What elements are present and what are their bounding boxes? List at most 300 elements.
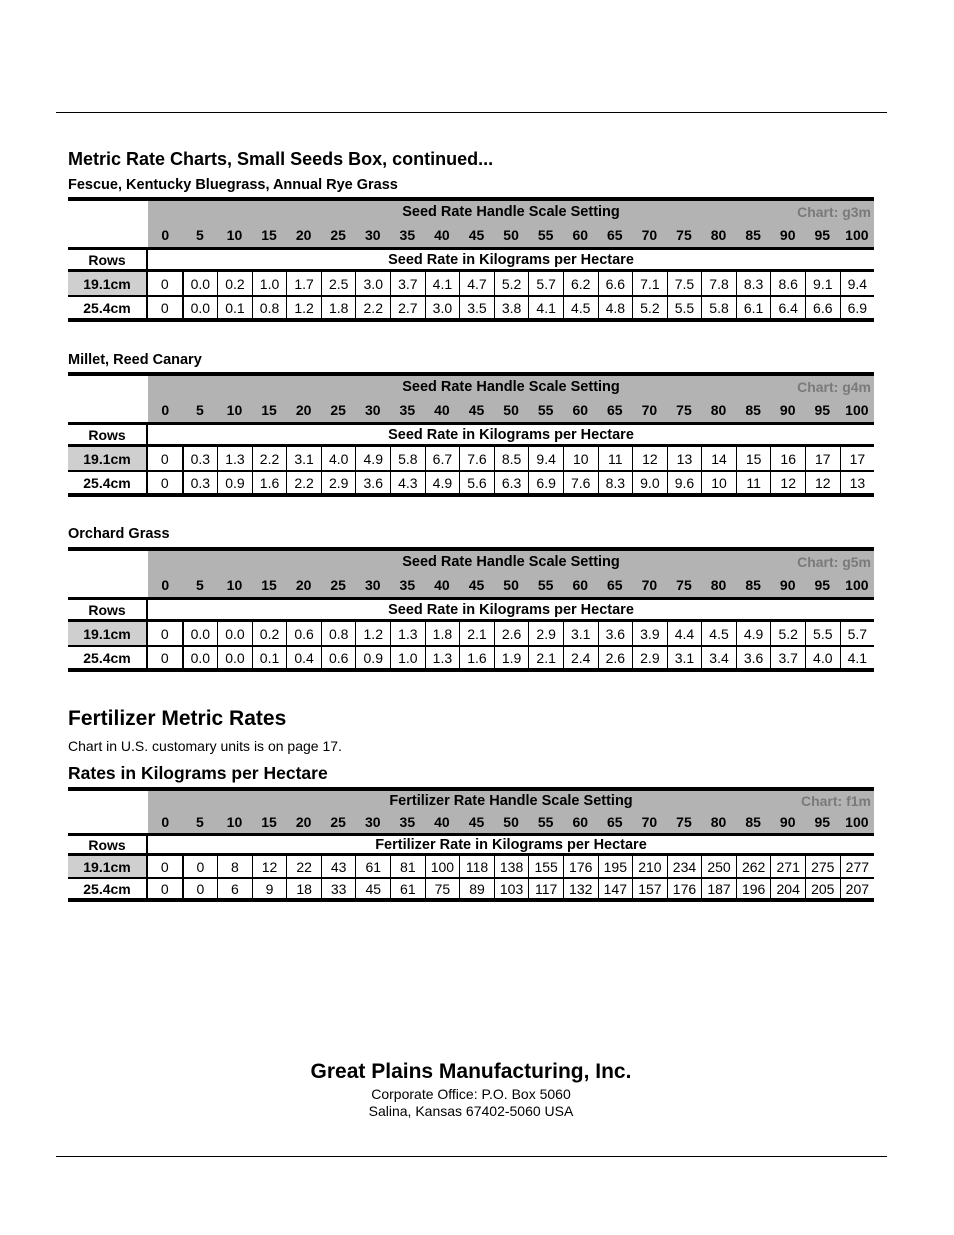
rate-value: 0.6 [287, 622, 322, 645]
rate-value: 4.0 [806, 647, 841, 668]
rate-value: 13 [849, 474, 866, 491]
scale-cells [148, 222, 874, 247]
rate-value: 2.2 [287, 472, 322, 493]
rate-value: 196 [737, 879, 772, 898]
rate-value: 262 [737, 856, 772, 877]
rate-value: 1.3 [426, 647, 461, 668]
rate-value: 8.5 [495, 447, 530, 470]
rate-value: 17 [806, 447, 841, 470]
rate-value: 176 [564, 856, 599, 877]
rate-cells [148, 297, 874, 318]
scale-value: 100 [845, 576, 869, 593]
rate-value: 7.1 [633, 272, 668, 295]
rate-value: 43 [322, 856, 357, 877]
rate-value: 155 [529, 856, 564, 877]
rate-value: 4.1 [847, 649, 868, 666]
scale-row [68, 222, 874, 247]
rate-value: 5.2 [633, 297, 668, 318]
rate-value: 33 [322, 879, 357, 898]
rate-value: 15 [737, 447, 772, 470]
rate-value: 6.9 [847, 299, 868, 316]
rate-value: 3.7 [391, 272, 426, 295]
scale-value: 0 [161, 576, 170, 593]
rate-value: 0.9 [218, 472, 253, 493]
scale-value: 60 [572, 401, 589, 418]
rate-value: 6.2 [564, 272, 599, 295]
rate-value: 12 [771, 472, 806, 493]
rate-value: 12 [253, 856, 288, 877]
scale-value: 30 [364, 813, 381, 830]
rate-value: 132 [564, 879, 599, 898]
rate-value: 9.1 [806, 272, 841, 295]
scale-value: 45 [468, 813, 485, 830]
units-label: Seed Rate in Kilograms per Hectare [388, 601, 634, 618]
rate-value: 61 [391, 879, 426, 898]
scale-value: 25 [330, 576, 346, 593]
rate-value: 9 [253, 879, 288, 898]
rate-value: 3.0 [356, 272, 391, 295]
rate-value: 16 [771, 447, 806, 470]
chart-subtitle-g3m: Fescue, Kentucky Bluegrass, Annual Rye Grass [68, 177, 398, 193]
rate-value: 4.9 [426, 472, 461, 493]
rate-value: 187 [702, 879, 737, 898]
rate-cells [148, 472, 874, 493]
units-row [68, 422, 874, 447]
rate-value: 89 [460, 879, 495, 898]
units-row [68, 833, 874, 856]
bottom-rule [56, 1156, 887, 1157]
table-row [68, 472, 874, 497]
scale-cells [148, 397, 874, 422]
chart-title-row [68, 197, 874, 222]
scale-value: 60 [572, 813, 589, 830]
scale-value: 35 [399, 813, 416, 830]
rate-value: 7.8 [702, 272, 737, 295]
blank-cell [68, 397, 148, 422]
scale-value: 35 [399, 226, 416, 243]
scale-value: 60 [572, 226, 589, 243]
rate-value: 157 [633, 879, 668, 898]
fertilizer-note: Chart in U.S. customary units is on page 17. [68, 738, 342, 754]
chart-id: Chart: f1m [800, 792, 871, 809]
rate-value: 3.1 [564, 622, 599, 645]
scale-value: 70 [641, 813, 658, 830]
scale-value: 65 [607, 813, 623, 830]
scale-value: 85 [745, 576, 761, 593]
scale-value: 90 [779, 576, 796, 593]
rate-value: 45 [356, 879, 391, 898]
rate-value: 5.7 [529, 272, 564, 295]
rate-value: 3.4 [702, 647, 737, 668]
rate-value: 3.7 [771, 647, 806, 668]
scale-value: 40 [434, 813, 450, 830]
rate-value: 8.3 [599, 472, 634, 493]
rate-value: 0.0 [184, 622, 219, 645]
rate-value: 0.0 [184, 647, 219, 668]
scale-value: 15 [261, 813, 277, 830]
units-label: Seed Rate in Kilograms per Hectare [388, 251, 634, 268]
rate-value: 8.6 [771, 272, 806, 295]
scale-value: 90 [779, 401, 796, 418]
table-row [68, 647, 874, 672]
rows-header: Rows [68, 425, 148, 444]
scale-value: 40 [434, 576, 450, 593]
scale-value: 70 [641, 401, 658, 418]
rate-value: 4.9 [356, 447, 391, 470]
chart-id: Chart: g5m [797, 553, 871, 570]
rate-value: 81 [391, 856, 426, 877]
row-spacing-label: 19.1cm [68, 856, 148, 877]
rate-value: 5.2 [771, 622, 806, 645]
rate-value: 2.9 [529, 622, 564, 645]
row-spacing-label: 25.4cm [68, 297, 148, 318]
rate-value: 1.6 [253, 472, 288, 493]
rate-value: 271 [771, 856, 806, 877]
rate-value: 2.2 [253, 447, 288, 470]
rate-value: 1.3 [391, 622, 426, 645]
scale-value: 75 [676, 813, 692, 830]
rate-value: 0.0 [184, 272, 219, 295]
rate-value: 9.6 [668, 472, 703, 493]
scale-row [68, 572, 874, 597]
scale-value: 65 [607, 401, 623, 418]
table-row [68, 447, 874, 472]
scale-value: 5 [195, 401, 204, 418]
scale-value: 80 [710, 226, 727, 243]
rate-value: 11 [599, 447, 634, 470]
table-row [68, 297, 874, 322]
rate-value: 61 [356, 856, 391, 877]
rate-value: 11 [737, 472, 772, 493]
rate-value: 14 [702, 447, 737, 470]
top-rule [56, 112, 887, 113]
rate-value: 234 [668, 856, 703, 877]
scale-value: 25 [330, 813, 346, 830]
rate-value: 6.3 [495, 472, 530, 493]
rate-value: 5.8 [391, 447, 426, 470]
rate-value: 210 [633, 856, 668, 877]
rate-value: 5.5 [806, 622, 841, 645]
rows-header: Rows [68, 836, 148, 853]
rate-value: 6 [218, 879, 253, 898]
rate-value: 205 [806, 879, 841, 898]
rate-value: 8.3 [737, 272, 772, 295]
scale-value: 15 [261, 401, 277, 418]
rate-value: 195 [599, 856, 634, 877]
rate-value: 0 [148, 647, 184, 668]
rate-value: 0 [148, 622, 184, 645]
blank-cell [68, 810, 148, 833]
rate-cells [148, 879, 874, 898]
rate-cells [148, 856, 874, 877]
rate-value: 5.7 [841, 622, 875, 645]
scale-title [148, 201, 874, 222]
rate-value: 0.3 [184, 472, 219, 493]
rate-chart-f1m [68, 787, 874, 902]
rate-value: 1.2 [287, 297, 322, 318]
rate-value: 1.0 [391, 647, 426, 668]
rate-value: 0.2 [218, 272, 253, 295]
blank-cell [68, 572, 148, 597]
scale-value: 20 [295, 226, 312, 243]
rate-value: 0 [148, 879, 184, 898]
rows-header: Rows [68, 600, 148, 619]
scale-value: 85 [745, 401, 761, 418]
table-row [68, 879, 874, 902]
scale-value: 55 [537, 813, 554, 830]
rate-value: 0.8 [253, 297, 288, 318]
rate-value: 0 [184, 856, 219, 877]
chart-title-row [68, 787, 874, 810]
scale-title-text: Seed Rate Handle Scale Setting [402, 378, 620, 395]
scale-value: 55 [537, 226, 554, 243]
rate-value: 9.0 [633, 472, 668, 493]
scale-value: 80 [710, 401, 727, 418]
rate-value: 3.6 [599, 622, 634, 645]
rate-value: 207 [845, 880, 870, 897]
rate-value: 75 [426, 879, 461, 898]
rate-value: 0.0 [218, 647, 253, 668]
scale-value: 15 [261, 226, 277, 243]
table-row [68, 622, 874, 647]
scale-value: 50 [503, 813, 519, 830]
scale-value: 65 [607, 226, 623, 243]
scale-value: 75 [676, 576, 692, 593]
rate-value: 2.6 [599, 647, 634, 668]
address-line-2: Salina, Kansas 67402-5060 USA [368, 1103, 574, 1119]
scale-value: 85 [745, 813, 761, 830]
scale-value: 80 [710, 813, 727, 830]
rate-cells [148, 447, 874, 470]
rate-value: 5.8 [702, 297, 737, 318]
rate-value: 1.8 [322, 297, 357, 318]
rate-value: 2.6 [495, 622, 530, 645]
scale-title [148, 791, 874, 810]
rate-value: 1.7 [287, 272, 322, 295]
rate-value: 9.4 [841, 272, 875, 295]
rate-value: 6.7 [426, 447, 461, 470]
rate-value: 6.6 [806, 297, 841, 318]
row-spacing-label: 25.4cm [68, 472, 148, 493]
scale-value: 30 [364, 576, 381, 593]
rate-value: 1.6 [460, 647, 495, 668]
rate-value: 4.5 [564, 297, 599, 318]
scale-value: 10 [226, 226, 243, 243]
rate-value: 2.9 [322, 472, 357, 493]
units-label: Seed Rate in Kilograms per Hectare [388, 426, 634, 443]
rate-value: 4.5 [702, 622, 737, 645]
scale-value: 85 [745, 226, 761, 243]
scale-value: 25 [330, 401, 346, 418]
rate-value: 1.0 [253, 272, 288, 295]
rate-value: 0 [148, 472, 184, 493]
rate-value: 2.4 [564, 647, 599, 668]
table-row [68, 272, 874, 297]
scale-value: 50 [503, 226, 519, 243]
scale-value: 55 [537, 401, 554, 418]
scale-cells [148, 810, 874, 833]
scale-title-text: Fertilizer Rate Handle Scale Setting [389, 792, 633, 809]
scale-value: 45 [468, 576, 485, 593]
rate-value: 4.1 [426, 272, 461, 295]
scale-value: 45 [468, 226, 485, 243]
rate-chart-g5m [68, 547, 874, 672]
rate-value: 12 [633, 447, 668, 470]
rate-value: 0.1 [218, 297, 253, 318]
rate-value: 0.3 [184, 447, 219, 470]
rate-chart-g3m [68, 197, 874, 322]
rate-value: 1.8 [426, 622, 461, 645]
rate-value: 277 [841, 856, 875, 877]
rate-value: 0.0 [184, 297, 219, 318]
rate-value: 7.5 [668, 272, 703, 295]
rate-value: 3.0 [426, 297, 461, 318]
chart-title-row [68, 372, 874, 397]
rate-value: 0.4 [287, 647, 322, 668]
scale-value: 95 [814, 813, 831, 830]
address-line-1: Corporate Office: P.O. Box 5060 [371, 1086, 571, 1102]
rate-value: 4.7 [460, 272, 495, 295]
row-spacing-label: 19.1cm [68, 622, 148, 645]
scale-value: 40 [434, 401, 450, 418]
rate-value: 0 [148, 272, 184, 295]
rate-value: 3.1 [287, 447, 322, 470]
rate-value: 6.9 [529, 472, 564, 493]
rate-value: 275 [806, 856, 841, 877]
scale-title-text: Seed Rate Handle Scale Setting [402, 203, 620, 220]
scale-value: 95 [814, 576, 831, 593]
rate-value: 9.4 [529, 447, 564, 470]
scale-title [148, 376, 874, 397]
rate-value: 3.6 [356, 472, 391, 493]
rate-value: 138 [495, 856, 530, 877]
rate-value: 3.1 [668, 647, 703, 668]
rate-value: 2.1 [529, 647, 564, 668]
scale-title [148, 551, 874, 572]
scale-value: 10 [226, 813, 243, 830]
scale-value: 50 [503, 576, 519, 593]
scale-value: 15 [261, 576, 277, 593]
scale-value: 30 [364, 401, 381, 418]
rate-value: 10 [564, 447, 599, 470]
scale-value: 20 [295, 576, 312, 593]
rate-value: 13 [668, 447, 703, 470]
scale-value: 10 [226, 401, 243, 418]
units-row [68, 247, 874, 272]
rate-value: 4.8 [599, 297, 634, 318]
scale-value: 25 [330, 226, 346, 243]
rate-value: 0 [148, 856, 184, 877]
rate-value: 2.1 [460, 622, 495, 645]
rate-value: 4.3 [391, 472, 426, 493]
scale-value: 20 [295, 401, 312, 418]
rate-value: 117 [529, 879, 564, 898]
rate-cells [148, 622, 874, 645]
chart-title-row [68, 547, 874, 572]
rate-value: 2.9 [633, 647, 668, 668]
rate-value: 12 [806, 472, 841, 493]
rate-chart-g4m [68, 372, 874, 497]
scale-value: 95 [814, 226, 831, 243]
scale-value: 90 [779, 226, 796, 243]
rate-value: 7.6 [564, 472, 599, 493]
rate-value: 4.1 [529, 297, 564, 318]
row-spacing-label: 19.1cm [68, 447, 148, 470]
rate-value: 7.6 [460, 447, 495, 470]
rate-value: 5.5 [668, 297, 703, 318]
rate-value: 147 [599, 879, 634, 898]
rate-value: 4.4 [668, 622, 703, 645]
rate-value: 4.0 [322, 447, 357, 470]
rate-value: 5.2 [495, 272, 530, 295]
units-row [68, 597, 874, 622]
scale-value: 35 [399, 401, 416, 418]
blank-cell [68, 551, 148, 572]
scale-value: 0 [161, 401, 170, 418]
scale-value: 10 [226, 576, 243, 593]
fertilizer-title: Fertilizer Metric Rates [68, 707, 287, 730]
scale-value: 90 [779, 813, 796, 830]
rate-value: 0.6 [322, 647, 357, 668]
scale-title-text: Seed Rate Handle Scale Setting [402, 553, 620, 570]
rate-value: 4.9 [737, 622, 772, 645]
rate-value: 100 [426, 856, 461, 877]
rate-value: 2.2 [356, 297, 391, 318]
rows-header: Rows [68, 250, 148, 269]
blank-cell [68, 376, 148, 397]
rate-value: 250 [702, 856, 737, 877]
row-spacing-label: 25.4cm [68, 647, 148, 668]
scale-value: 100 [845, 401, 869, 418]
rate-cells [148, 272, 874, 295]
row-spacing-label: 19.1cm [68, 272, 148, 295]
rate-cells [148, 647, 874, 668]
rate-value: 176 [668, 879, 703, 898]
rate-value: 8 [218, 856, 253, 877]
rate-value: 0.9 [356, 647, 391, 668]
scale-value: 35 [399, 576, 416, 593]
scale-value: 100 [845, 226, 869, 243]
rate-value: 18 [287, 879, 322, 898]
chart-subtitle-g5m: Orchard Grass [68, 526, 170, 542]
scale-value: 0 [161, 226, 170, 243]
scale-row [68, 810, 874, 833]
chart-subtitle-g4m: Millet, Reed Canary [68, 352, 202, 368]
rate-value: 0 [148, 447, 184, 470]
blank-cell [68, 222, 148, 247]
rate-value: 0 [148, 297, 184, 318]
scale-value: 65 [607, 576, 623, 593]
page-heading: Metric Rate Charts, Small Seeds Box, continued... [68, 149, 494, 169]
chart-id: Chart: g3m [797, 203, 871, 220]
blank-cell [68, 201, 148, 222]
fertilizer-subtitle: Rates in Kilograms per Hectare [68, 763, 328, 783]
rate-value: 0.8 [322, 622, 357, 645]
scale-value: 75 [676, 226, 692, 243]
scale-value: 45 [468, 401, 485, 418]
rate-value: 204 [771, 879, 806, 898]
blank-cell [68, 791, 148, 810]
rate-value: 3.9 [633, 622, 668, 645]
rate-value: 22 [287, 856, 322, 877]
scale-value: 0 [161, 813, 170, 830]
scale-value: 55 [537, 576, 554, 593]
scale-value: 40 [434, 226, 450, 243]
scale-cells [148, 572, 874, 597]
rate-value: 5.6 [460, 472, 495, 493]
scale-value: 95 [814, 401, 831, 418]
rate-value: 1.9 [495, 647, 530, 668]
